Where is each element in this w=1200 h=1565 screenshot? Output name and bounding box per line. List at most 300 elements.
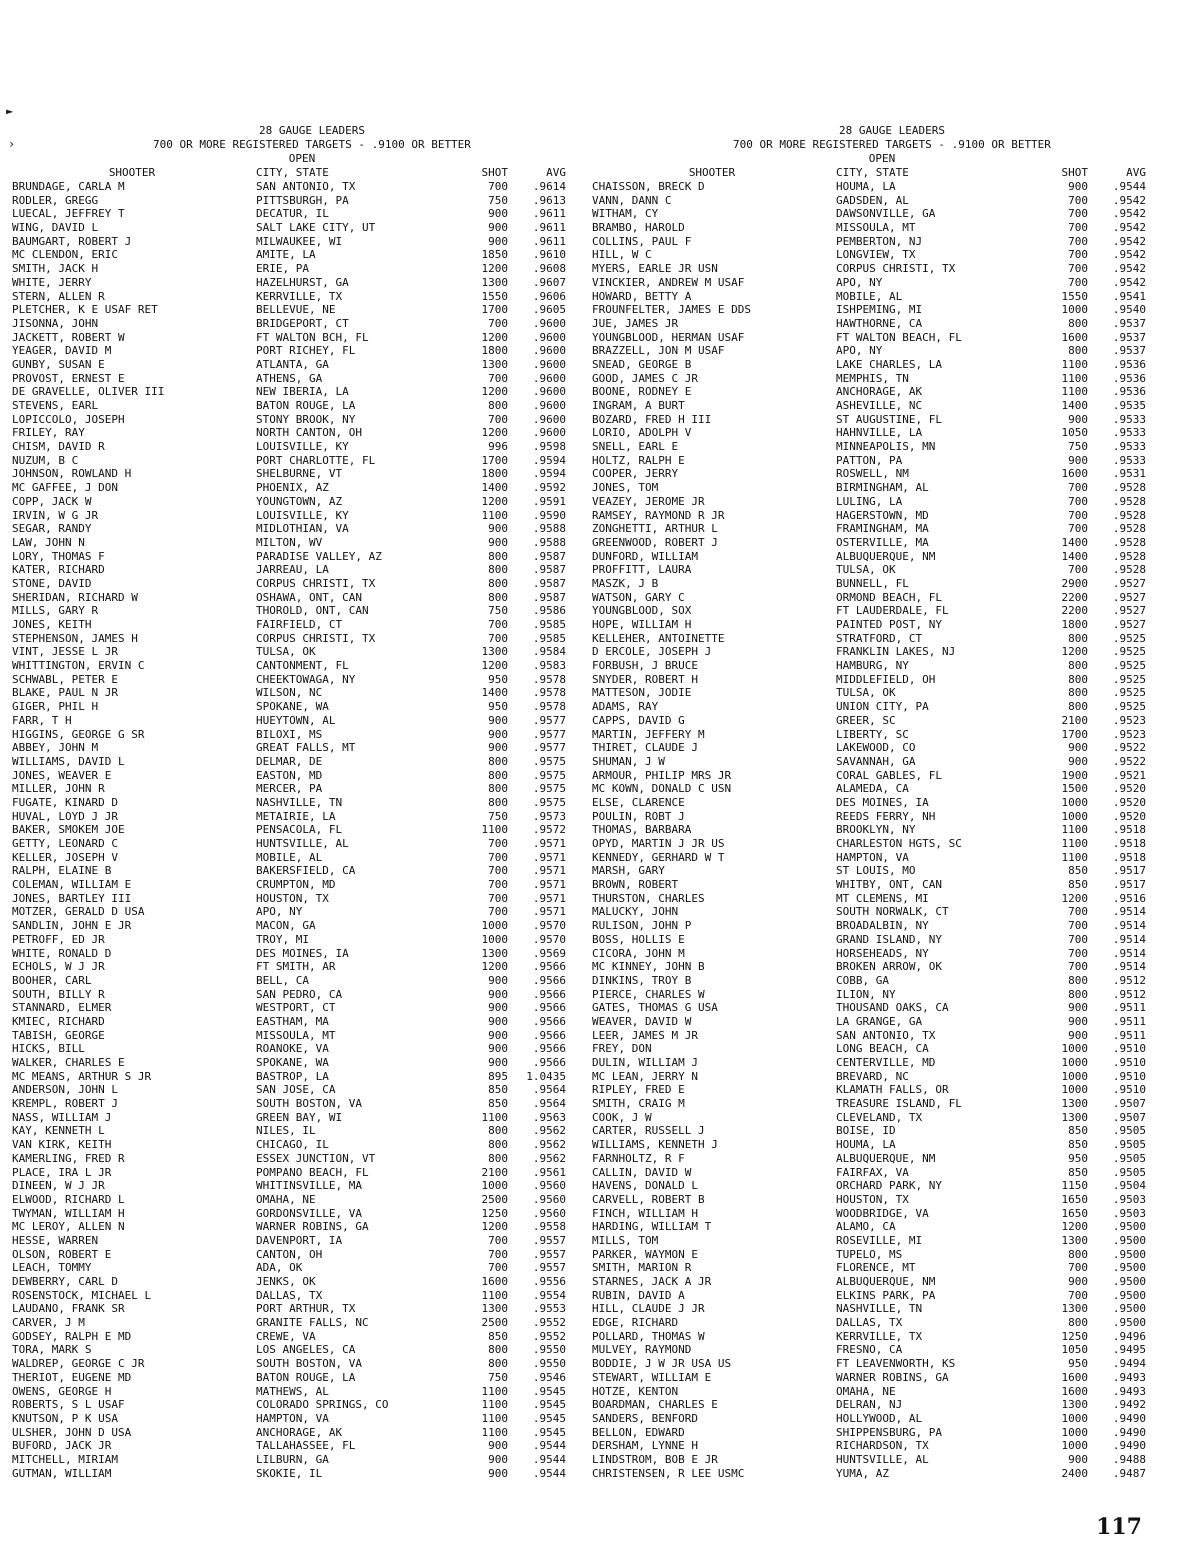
shot-count: 900 — [1068, 180, 1088, 193]
shooter-name: HILL, W C — [592, 248, 652, 262]
city-state: PARADISE VALLEY, AZ — [256, 549, 382, 563]
shooter-name: HOPE, WILLIAM H — [592, 618, 692, 631]
city-state: SOUTH BOSTON, VA — [256, 1097, 362, 1111]
table-row — [12, 522, 572, 536]
shooter-name: STERN, ALLEN R — [12, 289, 105, 303]
table-row — [12, 673, 572, 687]
table-row — [12, 1371, 572, 1385]
average: .9577 — [532, 713, 566, 727]
avg-header: AVG — [1126, 166, 1146, 179]
city-state: HOUSTON, TX — [256, 891, 329, 905]
average: .9518 — [1112, 850, 1146, 864]
city-state: AMITE, LA — [256, 248, 316, 262]
shot-count: 996 — [488, 440, 508, 454]
average: .9557 — [532, 1233, 566, 1247]
shooter-name: HOLTZ, RALPH E — [592, 453, 685, 467]
table-row — [592, 235, 1152, 249]
table-row — [592, 262, 1152, 276]
city-state: MACON, GA — [256, 919, 316, 933]
shot-count: 1150 — [1061, 1179, 1088, 1193]
city-state: HOLLYWOOD, AL — [836, 1411, 923, 1425]
city-state: FRESNO, CA — [836, 1343, 903, 1357]
shot-count: 800 — [1068, 344, 1088, 358]
shooter-name: BOARDMAN, CHARLES E — [592, 1398, 718, 1412]
shot-count: 1850 — [481, 248, 508, 262]
shooter-name: SHUMAN, J W — [592, 754, 665, 768]
right-subtitle: 700 OR MORE REGISTERED TARGETS - .9100 OR BETTER — [733, 138, 1051, 151]
average: .9528 — [1112, 535, 1146, 549]
average: .9600 — [532, 357, 566, 371]
table-row — [12, 1289, 572, 1303]
shot-count: 750 — [488, 809, 508, 823]
shooter-name: KENNEDY, GERHARD W T — [592, 850, 725, 864]
average: .9505 — [1112, 1124, 1146, 1138]
average: .9571 — [532, 905, 566, 919]
table-row — [592, 1166, 1152, 1180]
average: .9528 — [1112, 481, 1146, 495]
table-row — [12, 1357, 572, 1371]
city-state: ANCHORAGE, AK — [836, 385, 923, 399]
table-row — [12, 1426, 572, 1440]
table-row — [592, 673, 1152, 687]
city-state: ORMOND BEACH, FL — [836, 590, 942, 604]
average: .9531 — [1112, 467, 1146, 481]
shooter-name: CALLIN, DAVID W — [592, 1165, 692, 1179]
city-state: FT LAUDERDALE, FL — [836, 604, 949, 618]
shooter-name: MARSH, GARY — [592, 864, 665, 878]
city-state: LOS ANGELES, CA — [256, 1343, 356, 1357]
city-state: CHARLESTON HGTS, SC — [836, 837, 962, 850]
average: .9552 — [532, 1316, 566, 1330]
average: .9575 — [532, 795, 566, 809]
table-row — [12, 947, 572, 961]
left-column-headers — [12, 166, 572, 180]
average: .9527 — [1112, 618, 1146, 631]
city-state: BROADALBIN, NY — [836, 919, 929, 933]
shooter-name: RAMSEY, RAYMOND R JR — [592, 508, 725, 522]
average: .9492 — [1112, 1398, 1146, 1412]
table-row — [592, 440, 1152, 454]
shooter-name: MC LEAN, JERRY N — [592, 1069, 698, 1083]
table-row — [12, 632, 572, 646]
city-state: ATLANTA, GA — [256, 357, 329, 371]
city-state: EASTON, MD — [256, 768, 323, 782]
city-state: WARNER ROBINS, GA — [256, 1220, 369, 1234]
shooter-name: COLLINS, PAUL F — [592, 234, 692, 248]
table-row — [12, 741, 572, 755]
table-row — [592, 1111, 1152, 1125]
city-state: SAVANNAH, GA — [836, 754, 916, 768]
shot-count: 900 — [488, 1452, 508, 1466]
shooter-name: JOHNSON, ROWLAND H — [12, 467, 132, 481]
table-row — [12, 1029, 572, 1043]
table-row — [12, 645, 572, 659]
shooter-name: PETROFF, ED JR — [12, 932, 105, 946]
average: .9518 — [1112, 837, 1146, 850]
city-state: MISSOULA, MT — [836, 221, 916, 235]
shooter-name: CARVER, J M — [12, 1316, 85, 1330]
average: .9611 — [532, 234, 566, 248]
shooter-name: MARTIN, JEFFERY M — [592, 727, 705, 741]
average: .9564 — [532, 1083, 566, 1097]
city-state: OMAHA, NE — [256, 1192, 316, 1206]
shooter-name: STONE, DAVID — [12, 576, 92, 590]
shot-count: 1200 — [1061, 891, 1088, 905]
table-row — [592, 947, 1152, 961]
shot-count: 1000 — [1061, 1056, 1088, 1069]
city-state: TREASURE ISLAND, FL — [836, 1097, 962, 1111]
table-row — [12, 714, 572, 728]
city-state: DAVENPORT, IA — [256, 1233, 343, 1247]
shooter-name: GUTMAN, WILLIAM — [12, 1466, 112, 1480]
average: .9560 — [532, 1206, 566, 1220]
table-row — [12, 988, 572, 1002]
average: .9528 — [1112, 522, 1146, 536]
average: .9606 — [532, 289, 566, 303]
shooter-name: HOWARD, BETTY A — [592, 289, 692, 303]
average: .9490 — [1112, 1439, 1146, 1453]
table-row — [12, 194, 572, 208]
table-row — [12, 823, 572, 837]
shooter-name: OWENS, GEORGE H — [12, 1384, 112, 1398]
city-state: MIDLOTHIAN, VA — [256, 522, 349, 536]
shooter-name: YOUNGBLOOD, HERMAN USAF — [592, 330, 745, 344]
shot-count: 900 — [1068, 1001, 1088, 1015]
shot-count: 900 — [488, 741, 508, 755]
shot-count: 1000 — [1061, 795, 1088, 809]
city-state: BOISE, ID — [836, 1124, 896, 1138]
city-state: ALBUQUERQUE, NM — [836, 1275, 936, 1288]
shooter-name: GOOD, JAMES C JR — [592, 371, 698, 385]
table-row — [12, 1042, 572, 1056]
table-row — [592, 1207, 1152, 1221]
city-state: ROSEVILLE, MI — [836, 1233, 923, 1247]
shooter-name: DINKINS, TROY B — [592, 973, 692, 987]
table-row — [592, 823, 1152, 837]
average: .9521 — [1112, 768, 1146, 782]
table-row — [592, 1385, 1152, 1399]
city-state: BIRMINGHAM, AL — [836, 481, 929, 495]
shooter-name: FROUNFELTER, JAMES E DDS — [592, 303, 751, 317]
average: .9587 — [532, 563, 566, 577]
city-state: GRANITE FALLS, NC — [256, 1316, 369, 1330]
shot-count: 1800 — [1061, 618, 1088, 631]
shot-count: 850 — [1068, 1138, 1088, 1152]
shooter-name: HUVAL, LOYD J JR — [12, 809, 118, 823]
city-state: THOUSAND OAKS, CA — [836, 1001, 949, 1015]
shot-count: 1000 — [481, 919, 508, 933]
shooter-name: SANDLIN, JOHN E JR — [12, 919, 132, 933]
shooter-name: JONES, KEITH — [12, 618, 92, 631]
table-row — [12, 1179, 572, 1193]
table-row — [592, 1426, 1152, 1440]
table-row — [12, 1302, 572, 1316]
average: .9503 — [1112, 1192, 1146, 1206]
average: .9570 — [532, 932, 566, 946]
average: .9566 — [532, 1042, 566, 1056]
average: .9514 — [1112, 946, 1146, 960]
table-row — [592, 454, 1152, 468]
shooter-name: KNUTSON, P K USA — [12, 1411, 118, 1425]
average: .9516 — [1112, 891, 1146, 905]
shot-count: 700 — [488, 878, 508, 892]
shot-count: 2200 — [1061, 604, 1088, 618]
average: .9600 — [532, 412, 566, 426]
city-state: CREWE, VA — [256, 1329, 316, 1343]
table-row — [12, 1015, 572, 1029]
shooter-name: LORY, THOMAS F — [12, 549, 105, 563]
table-row — [592, 331, 1152, 345]
average: .9545 — [532, 1398, 566, 1412]
city-state: SAN PEDRO, CA — [256, 987, 343, 1001]
table-row — [12, 1275, 572, 1289]
city-state: JARREAU, LA — [256, 563, 329, 577]
shot-count: 1000 — [1061, 1069, 1088, 1083]
city-state: ROSWELL, NM — [836, 467, 909, 481]
shooter-name: BODDIE, J W JR USA US — [592, 1357, 732, 1371]
shooter-name: SANDERS, BENFORD — [592, 1411, 698, 1425]
average: .9544 — [532, 1466, 566, 1480]
shooter-name: WATSON, GARY C — [592, 590, 685, 604]
shot-count: 950 — [488, 672, 508, 686]
city-state: SKOKIE, IL — [256, 1466, 323, 1480]
average: .9510 — [1112, 1042, 1146, 1056]
table-row — [592, 960, 1152, 974]
shooter-name: BAUMGART, ROBERT J — [12, 234, 132, 248]
shot-count: 700 — [1068, 946, 1088, 960]
shooter-name: SOUTH, BILLY R — [12, 987, 105, 1001]
shot-count: 800 — [1068, 659, 1088, 673]
shooter-name: MILLS, TOM — [592, 1233, 659, 1247]
shot-count: 700 — [1068, 494, 1088, 508]
average: .9536 — [1112, 371, 1146, 385]
average: .9511 — [1112, 1001, 1146, 1015]
table-row — [592, 591, 1152, 605]
table-row — [12, 358, 572, 372]
table-row — [12, 1207, 572, 1221]
shooter-name: PLACE, IRA L JR — [12, 1165, 112, 1179]
shot-count: 1200 — [1061, 1220, 1088, 1234]
shooter-name: MC CLENDON, ERIC — [12, 248, 118, 262]
shooter-name: HARDING, WILLIAM T — [592, 1220, 712, 1234]
right-column — [592, 124, 1152, 1480]
shooter-name: KAY, KENNETH L — [12, 1124, 105, 1138]
city-state: HAMPTON, VA — [256, 1411, 329, 1425]
table-row — [592, 1124, 1152, 1138]
shot-count: 700 — [1068, 522, 1088, 536]
city-state: PORT RICHEY, FL — [256, 344, 356, 358]
table-row — [592, 248, 1152, 262]
city-state: TULSA, OK — [256, 645, 316, 659]
shooter-name: CARVELL, ROBERT B — [592, 1192, 705, 1206]
city-state: NEW IBERIA, LA — [256, 385, 349, 399]
shooter-name: HILL, CLAUDE J JR — [592, 1302, 705, 1316]
shot-count: 750 — [488, 193, 508, 207]
city-state: BROKEN ARROW, OK — [836, 960, 942, 974]
shooter-name: PROVOST, ERNEST E — [12, 371, 125, 385]
shooter-name: SMITH, JACK H — [12, 262, 99, 276]
shooter-name: SCHWABL, PETER E — [12, 672, 118, 686]
table-row — [592, 1234, 1152, 1248]
city-state: TROY, MI — [256, 932, 309, 946]
shot-count: 800 — [488, 1151, 508, 1165]
table-row — [12, 878, 572, 892]
shooter-name: BRAMBO, HAROLD — [592, 221, 685, 235]
average: .9537 — [1112, 316, 1146, 330]
shot-count: 700 — [1068, 932, 1088, 946]
average: .9537 — [1112, 330, 1146, 344]
average: .9562 — [532, 1151, 566, 1165]
average: .9562 — [532, 1138, 566, 1152]
city-state: HUNTSVILLE, AL — [256, 837, 349, 850]
average: .9520 — [1112, 795, 1146, 809]
average: .9587 — [532, 590, 566, 604]
table-row — [12, 235, 572, 249]
shot-count: 800 — [488, 782, 508, 796]
shooter-name: RUBIN, DAVID A — [592, 1288, 685, 1302]
average: .9511 — [1112, 1014, 1146, 1028]
shot-count: 700 — [488, 1261, 508, 1275]
right-table-body — [592, 180, 1152, 1480]
city-state: TULSA, OK — [836, 563, 896, 577]
city-state: ILION, NY — [836, 987, 896, 1001]
city-state: HAHNVILLE, LA — [836, 426, 923, 440]
shooter-name: LUECAL, JEFFREY T — [12, 207, 125, 221]
city-state: PENSACOLA, FL — [256, 823, 343, 837]
table-row — [12, 481, 572, 495]
average: .9533 — [1112, 426, 1146, 440]
shooter-name: BRAZZELL, JON M USAF — [592, 344, 725, 358]
shooter-name: ABBEY, JOHN M — [12, 741, 99, 755]
city-state: EASTHAM, MA — [256, 1014, 329, 1028]
table-row — [12, 495, 572, 509]
shot-count: 700 — [488, 412, 508, 426]
shot-count: 950 — [1068, 1357, 1088, 1371]
shooter-name: PIERCE, CHARLES W — [592, 987, 705, 1001]
shooter-name: DINEEN, W J JR — [12, 1179, 105, 1193]
city-state: COBB, GA — [836, 973, 889, 987]
shooter-name: JUE, JAMES JR — [592, 316, 679, 330]
shot-count: 1600 — [481, 1275, 508, 1288]
shooter-name: COLEMAN, WILLIAM E — [12, 878, 132, 892]
table-row — [12, 180, 572, 194]
city-state: SHIPPENSBURG, PA — [836, 1425, 942, 1439]
table-row — [12, 1343, 572, 1357]
city-state: APO, NY — [256, 905, 303, 919]
shot-count: 900 — [1068, 1452, 1088, 1466]
shooter-name: WITHAM, CY — [592, 207, 659, 221]
average: .9544 — [532, 1452, 566, 1466]
city-state: SOUTH BOSTON, VA — [256, 1357, 362, 1371]
table-row — [592, 810, 1152, 824]
table-row — [592, 604, 1152, 618]
shooter-name: PARKER, WAYMON E — [592, 1247, 698, 1261]
shooter-name: VAN KIRK, KEITH — [12, 1138, 112, 1152]
average: .9611 — [532, 207, 566, 221]
shot-count: 1700 — [1061, 727, 1088, 741]
table-row — [592, 467, 1152, 481]
table-row — [592, 399, 1152, 413]
average: .9528 — [1112, 494, 1146, 508]
shot-count: 1100 — [1061, 371, 1088, 385]
shot-count: 900 — [488, 234, 508, 248]
table-row — [12, 755, 572, 769]
average: .9591 — [532, 494, 566, 508]
average: .9545 — [532, 1411, 566, 1425]
city-state: NILES, IL — [256, 1124, 316, 1138]
average: .9523 — [1112, 713, 1146, 727]
table-row — [592, 1302, 1152, 1316]
shooter-name: ANDERSON, JOHN L — [12, 1083, 118, 1097]
city-state: GREEN BAY, WI — [256, 1110, 343, 1124]
table-row — [12, 440, 572, 454]
shot-count: 850 — [488, 1097, 508, 1111]
city-state: OMAHA, NE — [836, 1384, 896, 1398]
shot-count: 900 — [1068, 1275, 1088, 1288]
table-row — [12, 1412, 572, 1426]
table-row — [592, 851, 1152, 865]
city-state: ELKINS PARK, PA — [836, 1288, 936, 1302]
shot-count: 1300 — [481, 357, 508, 371]
average: .9533 — [1112, 412, 1146, 426]
shooter-name: MITCHELL, MIRIAM — [12, 1452, 118, 1466]
city-state: UNION CITY, PA — [836, 700, 929, 714]
shooter-name: LAW, JOHN N — [12, 535, 85, 549]
table-row — [12, 276, 572, 290]
shot-count: 1000 — [1061, 1425, 1088, 1439]
city-state: SPOKANE, WA — [256, 1056, 329, 1069]
table-row — [12, 1385, 572, 1399]
shot-count: 700 — [1068, 207, 1088, 221]
table-row — [592, 303, 1152, 317]
shot-count: 1650 — [1061, 1206, 1088, 1220]
average: .9583 — [532, 659, 566, 673]
average: .9500 — [1112, 1288, 1146, 1302]
table-row — [12, 1152, 572, 1166]
table-row — [592, 413, 1152, 427]
average: .9590 — [532, 508, 566, 522]
city-state: BRIDGEPORT, CT — [256, 316, 349, 330]
city-state: APO, NY — [836, 275, 883, 289]
shooter-name: RODLER, GREGG — [12, 193, 99, 207]
shooter-name: NASS, WILLIAM J — [12, 1110, 112, 1124]
average: .9503 — [1112, 1206, 1146, 1220]
shooter-name: LORIO, ADOLPH V — [592, 426, 692, 440]
table-row — [592, 1248, 1152, 1262]
average: .9512 — [1112, 973, 1146, 987]
table-row — [592, 686, 1152, 700]
table-row — [592, 632, 1152, 646]
city-state: DES MOINES, IA — [256, 946, 349, 960]
shot-count: 900 — [488, 522, 508, 536]
shot-count: 1300 — [1061, 1110, 1088, 1124]
shooter-name: SMITH, CRAIG M — [592, 1097, 685, 1111]
shooter-name: ADAMS, RAY — [592, 700, 659, 714]
shooter-name: DE GRAVELLE, OLIVER III — [12, 385, 165, 399]
shot-count: 800 — [488, 754, 508, 768]
margin-mark-icon: ► — [6, 104, 14, 118]
shooter-name: FRILEY, RAY — [12, 426, 85, 440]
shooter-name: ARMOUR, PHILIP MRS JR — [592, 768, 732, 782]
table-row — [592, 892, 1152, 906]
average: .9566 — [532, 1056, 566, 1069]
shooter-name: SEGAR, RANDY — [12, 522, 92, 536]
average: .9536 — [1112, 357, 1146, 371]
shot-count: 700 — [488, 618, 508, 631]
left-subtitle: 700 OR MORE REGISTERED TARGETS - .9100 OR BETTER — [153, 138, 471, 151]
shooter-name: RIPLEY, FRED E — [592, 1083, 685, 1097]
right-class-label: OPEN — [868, 152, 896, 165]
